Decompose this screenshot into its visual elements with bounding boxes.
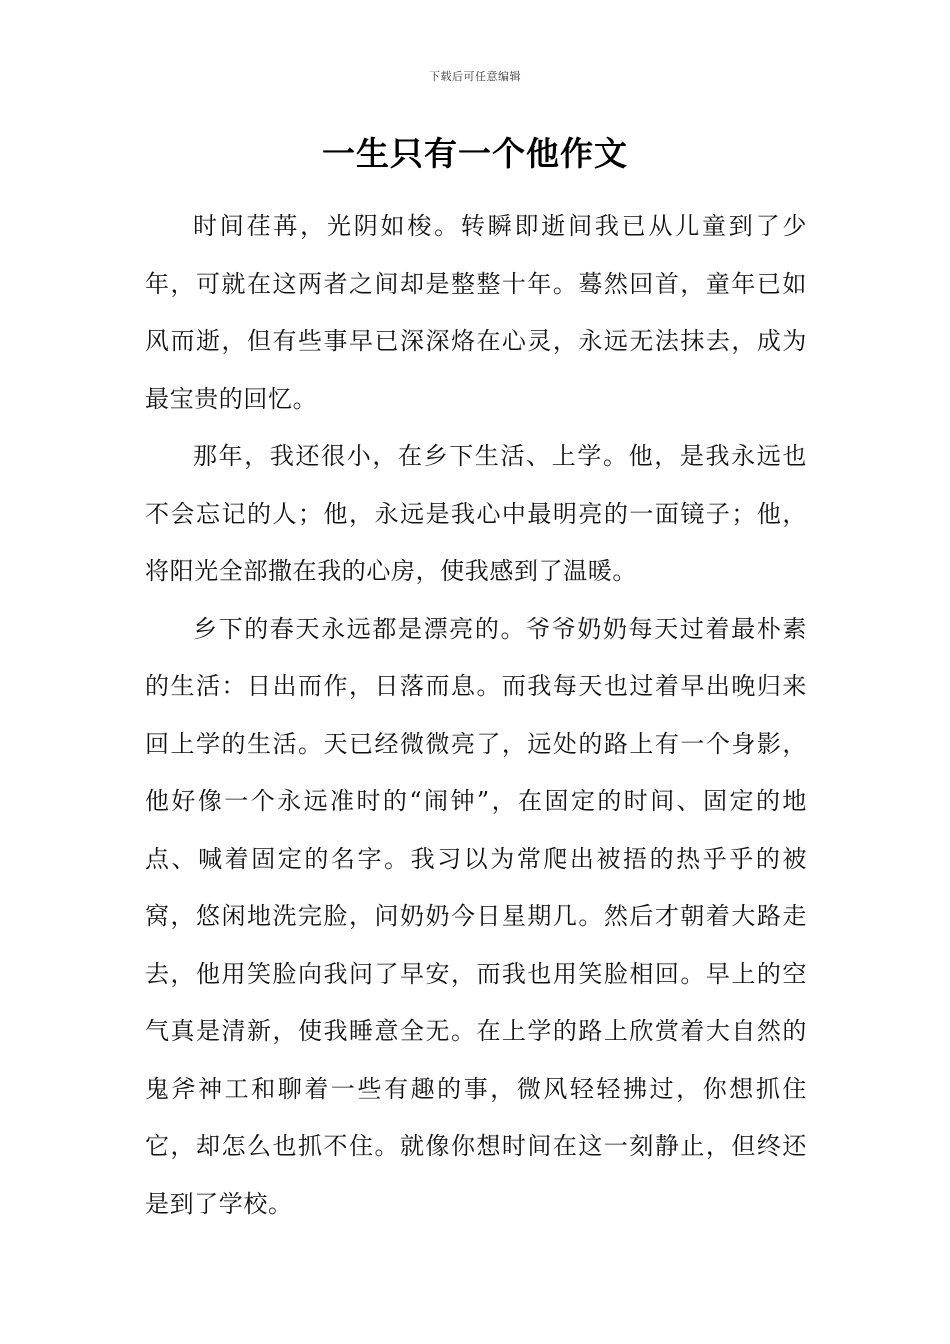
paragraph-2: 那年，我还很小，在乡下生活、上学。他，是我永远也不会忘记的人；他，永远是我心中最明亮的一面镜子；他，将阳光全部撒在我的心房，使我感到了温暖。 [145,442,807,585]
paragraph-3: 乡下的春天永远都是漂亮的。爷爷奶奶每天过着最朴素的生活：日出而作，日落而息。而我每天也过着早出晚归来回上学的生活。天已经微微亮了，远处的路上有一个身影，他好像一个永远准时的“闹钟”，在固定的时间、固定的地点、喊着固定的名字。我习以为常爬出被捂的热乎乎的被窝，悠闲地洗完脸，问奶奶今日星期几。然后才朝着大路走去，他用笑脸向我问了早安，而我也用笑脸相回。早上的空气真是清新，使我睡意全无。在上学的路上欣赏着大自然的鬼斧神工和聊着一些有趣的事，微风轻轻拂过，你想抓住它，却怎么也抓不住。就像你想时间在这一刻静止，但终还是到了学校。 [145,614,807,1218]
document-body [145,198,807,1233]
document-title: 一生只有一个他作文 [322,134,628,173]
header-note: 下载后可任意编辑 [429,70,521,83]
paragraph-1: 时间荏苒，光阴如梭。转瞬即逝间我已从儿童到了少年，可就在这两者之间却是整整十年。蓦然回首，童年已如风而逝，但有些事早已深深烙在心灵，永远无法抹去，成为最宝贵的回忆。 [145,212,807,413]
